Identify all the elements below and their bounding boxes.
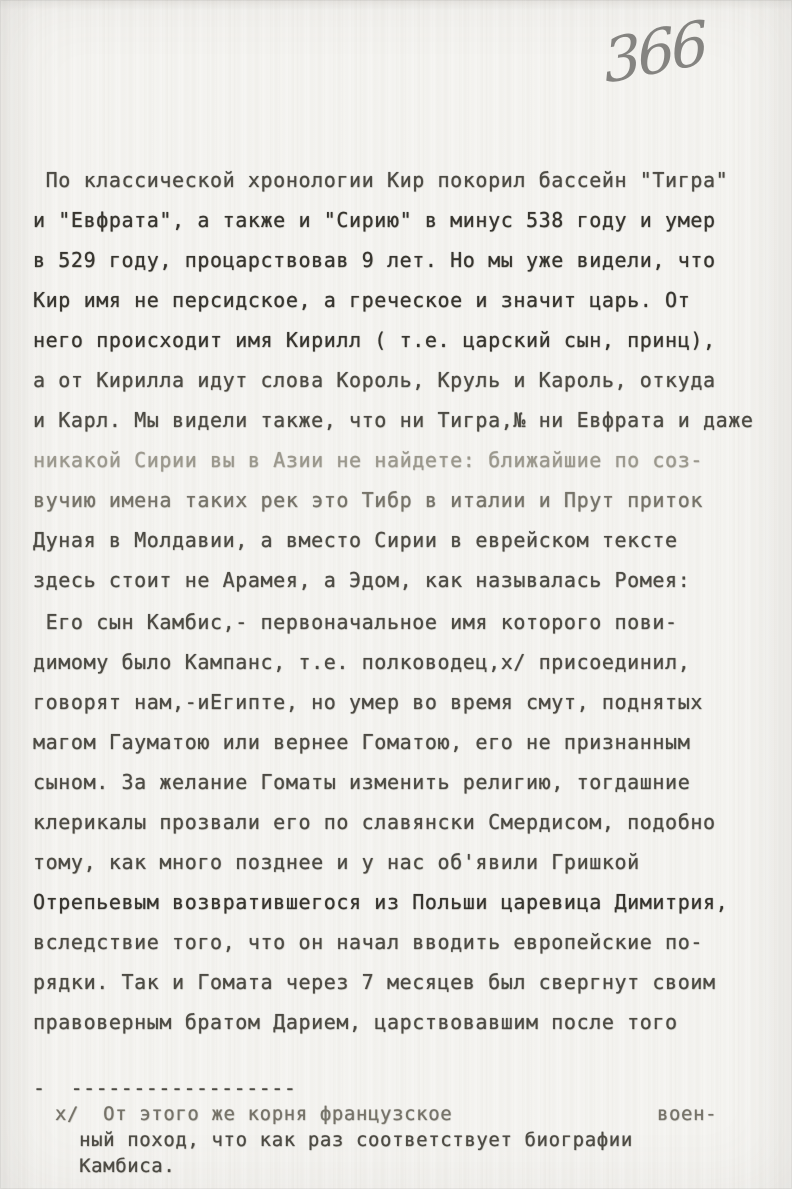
text-line: говорят нам,-иЕгипте, но умер во время смут, поднятых <box>33 690 703 714</box>
text-line: здесь стоит не Арамея, а Эдом, как называлась Ромея: <box>33 568 691 592</box>
text-line: никакой Сирии вы в Азии не найдете: ближайшие по соз- <box>33 448 703 472</box>
text-line: правоверным братом Дарием, царствовавшим после того <box>33 1010 678 1034</box>
text-line: ный поход, что как раз соответствует биографии <box>55 1129 633 1151</box>
text-line: и "Евфрата", а также и "Сирию" в минус 538 году и умер <box>33 208 716 232</box>
text-line: Отрепьевым возвратившегося из Польши царевица Димитрия, <box>33 890 729 914</box>
text-line: вследствие того, что он начал вводить европейские по- <box>33 930 703 954</box>
text-line: и Карл. Мы видели также, что ни Тигра,№ ни Евфрата и даже <box>33 408 754 432</box>
text-line: в 529 году, процарствовав 9 лет. Но мы уже видели, что <box>33 248 716 272</box>
paragraph-1 <box>33 160 783 600</box>
text-line: магом Гауматою или вернее Гоматою, его не признанным <box>33 730 691 754</box>
text-line: сыном. За желание Гоматы изменить религию, тогдашние <box>33 770 691 794</box>
paragraph-2 <box>33 602 783 1042</box>
text-line: Кир имя не персидское, а греческое и значит царь. От <box>33 288 691 312</box>
text-line: Его сын Камбис,- первоначальное имя которого пови- <box>33 610 678 634</box>
text-line: тому, как много позднее и у нас об'явили Гришкой <box>33 850 640 874</box>
text-line: Дуная в Молдавии, а вместо Сирии в еврейском тексте <box>33 528 678 552</box>
text-line: По классической хронологии Кир покорил бассейн "Тигра" <box>33 168 729 192</box>
text-line: клерикалы прозвали его по славянски Смердисом, подобно <box>33 810 716 834</box>
page-number-handwritten: 366 <box>601 8 709 98</box>
footnote <box>55 1101 775 1179</box>
text-line: вучию имена таких рек это Тибр в италии и Прут приток <box>33 488 703 512</box>
text-line: Камбиса. <box>55 1155 176 1177</box>
footnote-separator: - ------------------ <box>33 1076 297 1100</box>
text-line: него происходит имя Кирилл ( т.е. царский сын, принц), <box>33 328 716 352</box>
text-line: а от Кирилла идут слова Король, Круль и Кароль, откуда <box>33 368 716 392</box>
text-line: рядки. Так и Гомата через 7 месяцев был свергнут своим <box>33 970 716 994</box>
text-line: димому было Кампанс, т.е. полководец,х/ присоединил, <box>33 650 691 674</box>
text-line: х/ От этого же корня французское воен- <box>55 1103 718 1125</box>
